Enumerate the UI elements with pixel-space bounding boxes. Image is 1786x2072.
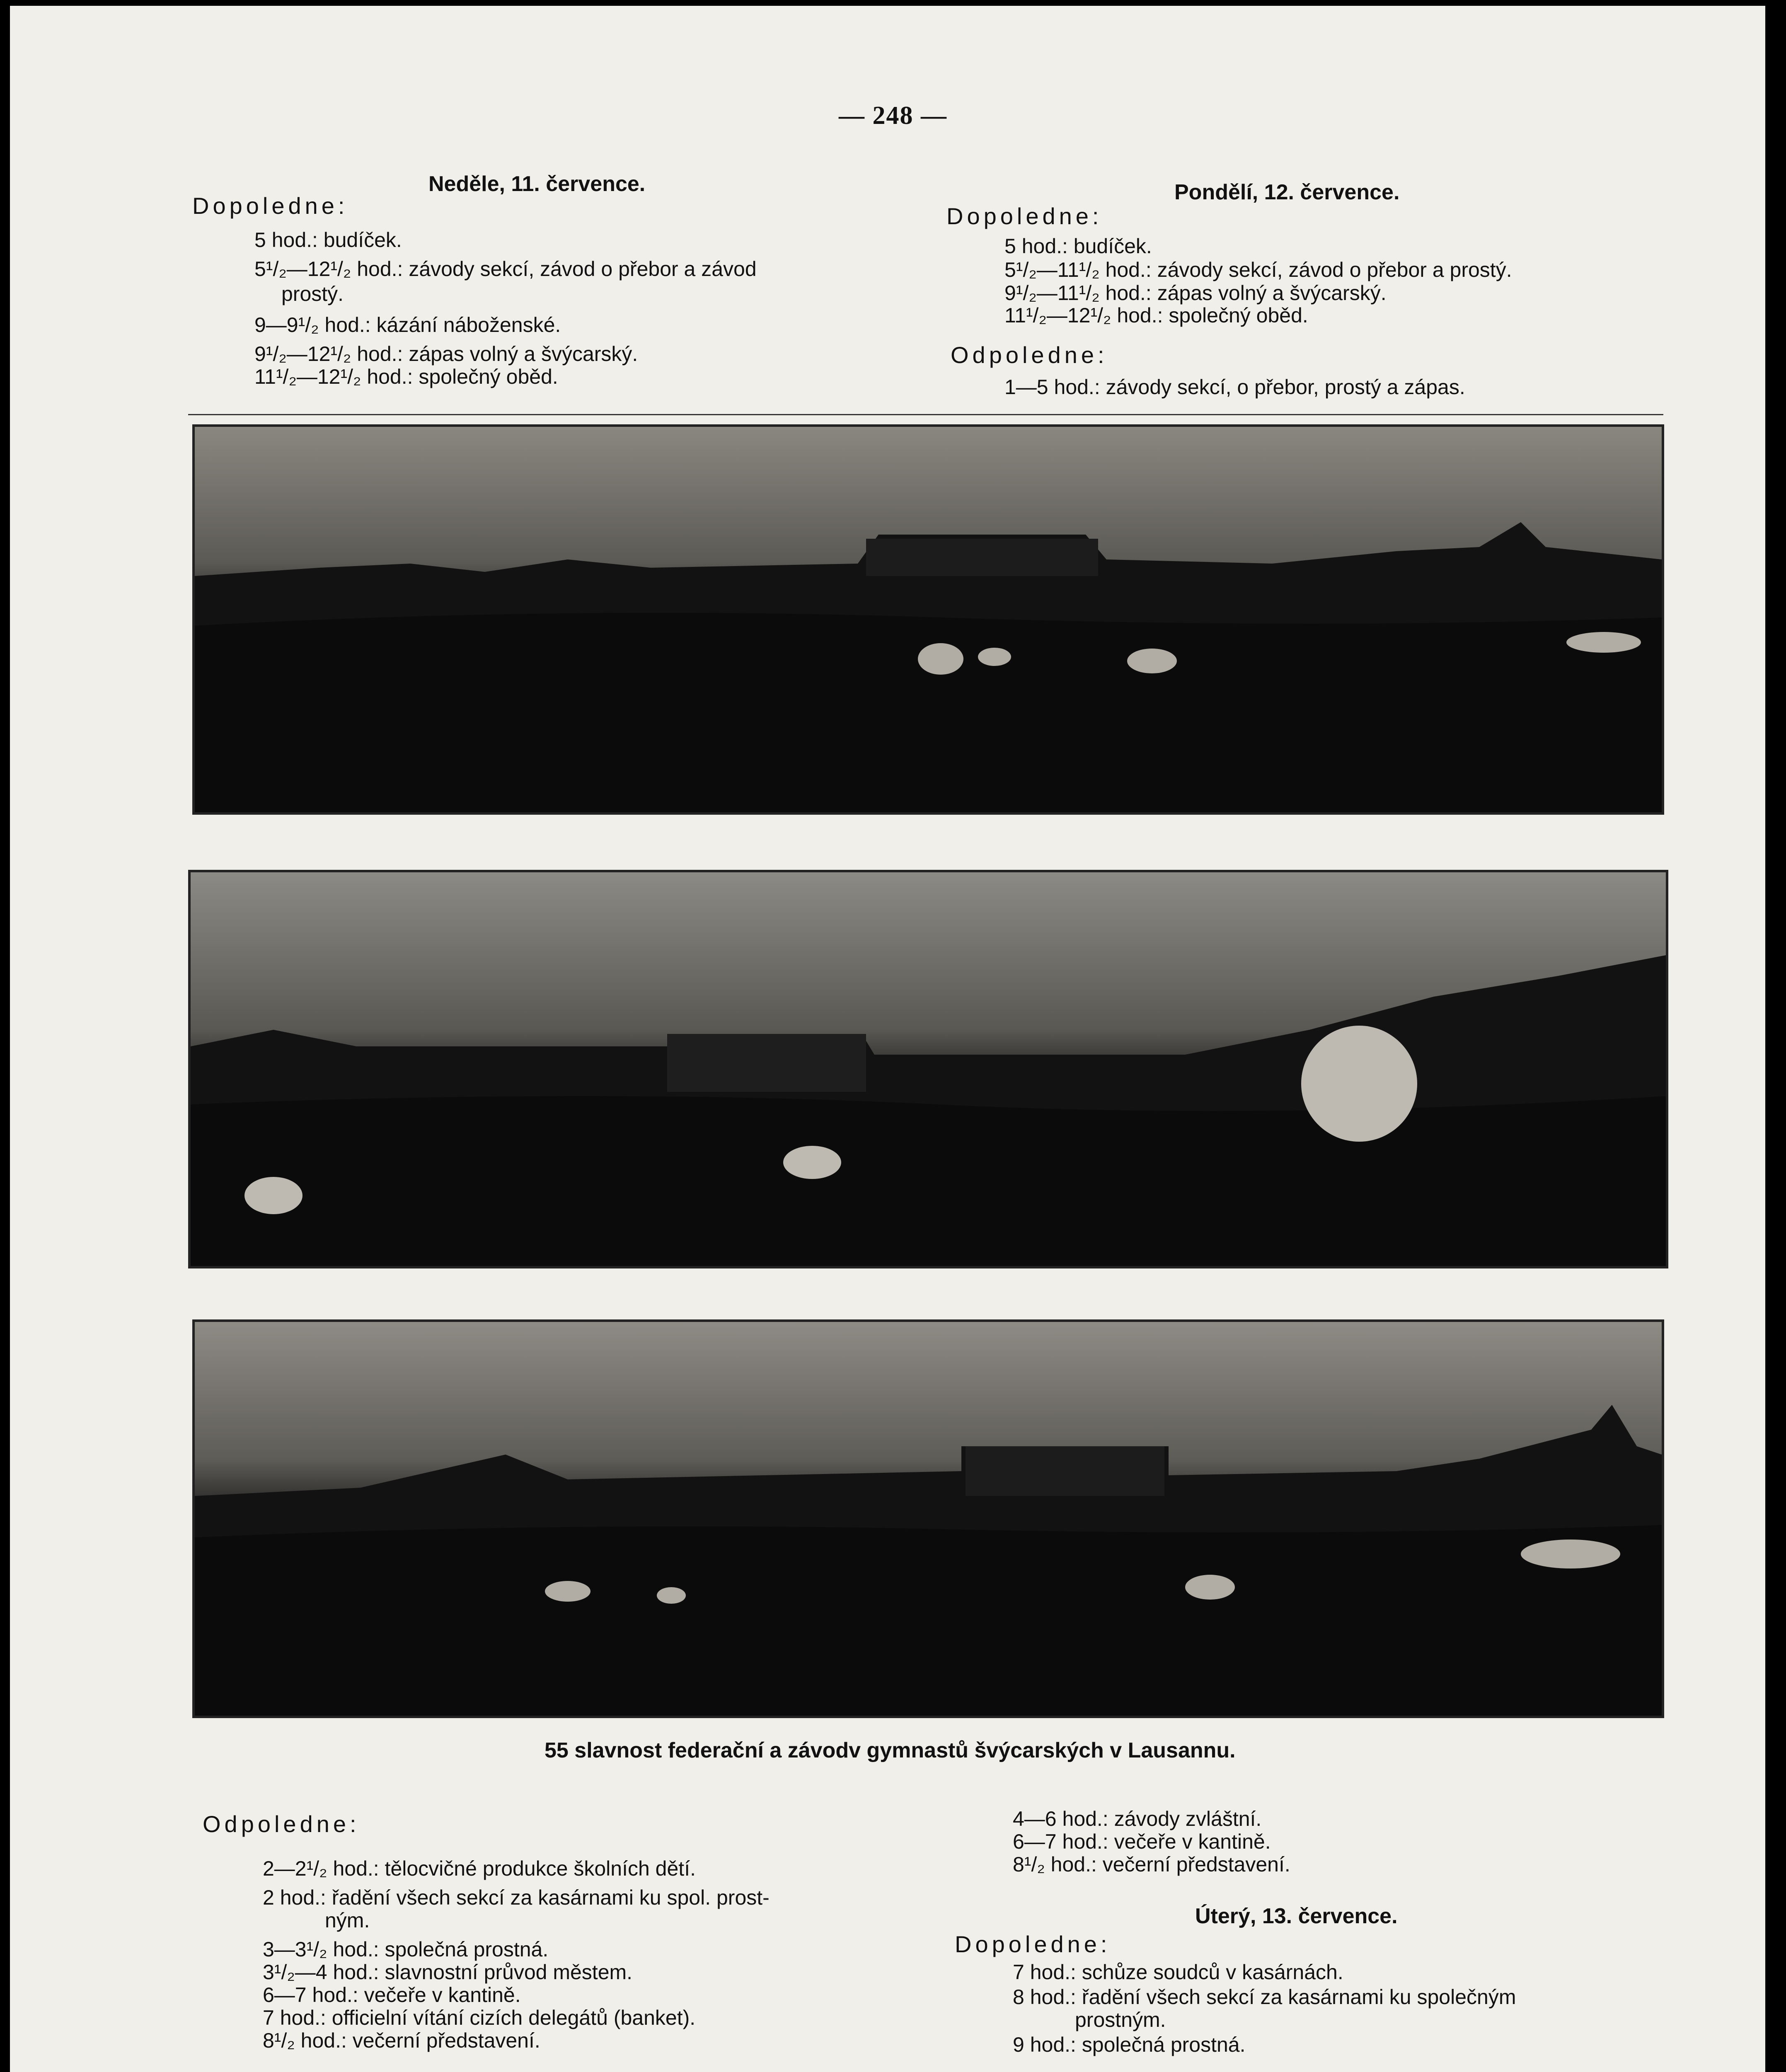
schedule-line: 7 hod.: officielní vítání cizích delegátů (banket). <box>263 2006 696 2029</box>
divider <box>188 414 1663 415</box>
schedule-line: 6—7 hod.: večeře v kantině. <box>263 1983 521 2007</box>
schedule-line: 5 hod.: budíček. <box>254 228 402 252</box>
schedule-line: 9—9¹/₂ hod.: kázání náboženské. <box>254 313 561 336</box>
schedule-line: 9 hod.: společná prostná. <box>1013 2033 1246 2056</box>
schedule-line: 6—7 hod.: večeře v kantině. <box>1013 1830 1271 1853</box>
sunday-morning-label: Dopoledne: <box>192 193 348 219</box>
schedule-line: 8 hod.: řadění všech sekcí za kasárnami ku společným <box>1013 1985 1516 2009</box>
schedule-line: prostý. <box>281 282 344 305</box>
page-number: — 248 — <box>839 102 947 130</box>
schedule-line: prostným. <box>1075 2008 1166 2031</box>
schedule-line: ným. <box>325 1909 370 1932</box>
crowd-panorama-1 <box>192 424 1664 815</box>
schedule-line: 8¹/₂ hod.: večerní představení. <box>1013 1853 1290 1876</box>
monday-afternoon-label: Odpoledne: <box>951 342 1108 368</box>
schedule-line: 8¹/₂ hod.: večerní představení. <box>263 2029 540 2052</box>
document-page <box>10 6 1765 2072</box>
crowd-panorama-2 <box>188 870 1668 1268</box>
schedule-line: 2 hod.: řadění všech sekcí za kasárnami ku spol. prost- <box>263 1886 770 1909</box>
schedule-line: 3—3¹/₂ hod.: společná prostná. <box>263 1938 549 1961</box>
sunday-heading: Neděle, 11. července. <box>428 172 646 196</box>
tuesday-morning-label: Dopoledne: <box>955 1931 1111 1957</box>
schedule-line: 4—6 hod.: závody zvláštní. <box>1013 1807 1262 1830</box>
schedule-line: 2—2¹/₂ hod.: tělocvičné produkce školních dětí. <box>263 1857 696 1880</box>
monday-heading: Pondělí, 12. července. <box>1174 180 1400 204</box>
schedule-line: 3¹/₂—4 hod.: slavnostní průvod městem. <box>263 1961 633 1984</box>
schedule-line: 7 hod.: schůze soudců v kasárnách. <box>1013 1961 1343 1984</box>
schedule-line: 5¹/₂—12¹/₂ hod.: závody sekcí, závod o přebor a závod <box>254 257 757 281</box>
schedule-line: 9¹/₂—12¹/₂ hod.: zápas volný a švýcarský. <box>254 342 638 366</box>
monday-morning-label: Dopoledne: <box>946 203 1103 229</box>
tuesday-heading: Úterý, 13. července. <box>1195 1904 1398 1928</box>
photo-caption: 55 slavnost federační a závodv gymnastů švýcarských v Lausannu. <box>545 1738 1236 1762</box>
crowd-panorama-3 <box>192 1319 1664 1718</box>
schedule-line: 5¹/₂—11¹/₂ hod.: závody sekcí, závod o přebor a prostý. <box>1004 258 1512 281</box>
schedule-line: 1—5 hod.: závody sekcí, o přebor, prostý a zápas. <box>1004 375 1465 399</box>
schedule-line: 5 hod.: budíček. <box>1004 235 1152 258</box>
schedule-line: 11¹/₂—12¹/₂ hod.: společný oběd. <box>1004 304 1308 327</box>
sunday-afternoon-label: Odpoledne: <box>203 1811 360 1837</box>
schedule-line: 11¹/₂—12¹/₂ hod.: společný oběd. <box>254 365 558 388</box>
schedule-line: 9¹/₂—11¹/₂ hod.: zápas volný a švýcarský. <box>1004 281 1387 305</box>
